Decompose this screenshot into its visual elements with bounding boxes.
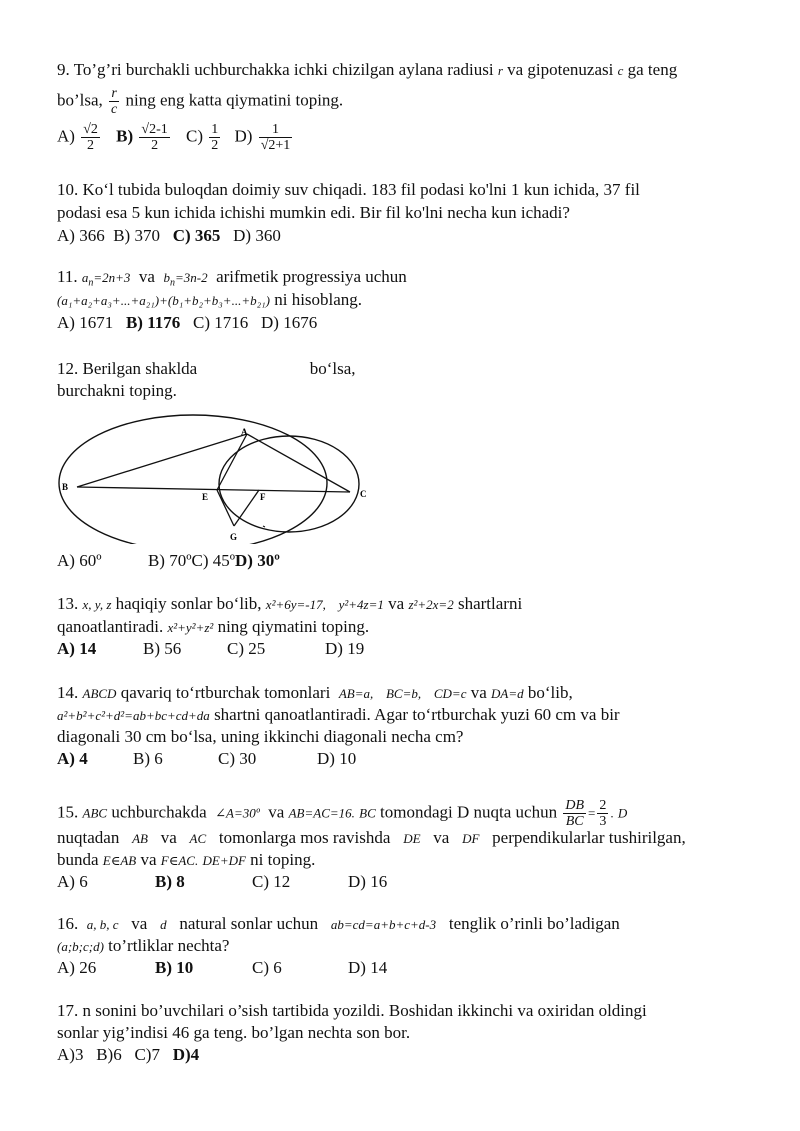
q12-line1 — [57, 359, 356, 379]
q15-f-in-ac: F∈AC. — [160, 853, 199, 868]
q14-va: va — [470, 683, 487, 702]
q10-option-c: C) 365 — [172, 226, 221, 245]
q14-option-d: D) 10 — [317, 749, 357, 768]
q9-c-num: 1 — [211, 122, 219, 137]
q9-d-label: D) — [234, 126, 253, 146]
q13-line1 — [57, 594, 522, 615]
q14-side-bc: BC=b, — [385, 686, 422, 701]
q11-seq-a — [81, 270, 131, 289]
q14-text: shartni qanoatlantiradi. Agar to‘rtburchak yuzi 60 cm va bir — [214, 705, 620, 724]
q14-number: 14. — [57, 683, 79, 702]
q16-equation: ab=cd=a+b+c+d-3 — [330, 917, 437, 932]
q12-option-a: A) 60º — [57, 551, 102, 570]
q17-option-b: B)6 — [96, 1045, 122, 1064]
q17-options — [57, 1045, 199, 1065]
q9-text: 9. To’g’ri burchakli uchburchakka ichki chizilgan aylana radiusi — [57, 60, 494, 79]
q15-text: nuqtadan — [57, 828, 120, 847]
q14-abcd: ABCD — [82, 686, 117, 701]
q14-line1 — [57, 683, 573, 704]
q9-frac-num: r — [109, 86, 119, 102]
q16-tuple: (a;b;c;d) — [57, 939, 104, 954]
q13-option-a: A) 14 — [57, 639, 97, 658]
q12-text: bo‘lsa, — [309, 359, 356, 378]
q13-number: 13. — [57, 594, 79, 613]
q15-frac-den: BC — [565, 814, 584, 829]
q16-line1 — [57, 914, 620, 935]
q13-eq2: y²+4z=1 — [338, 597, 384, 612]
q15-text: perpendikularlar tushirilgan, — [492, 828, 686, 847]
q15-abc: ABC — [82, 805, 108, 821]
q15-frac-num: DB — [565, 798, 584, 813]
q13-va: va — [388, 594, 405, 613]
q15-line2 — [57, 828, 686, 849]
q16-number: 16. — [57, 914, 79, 933]
q13-option-c: C) 25 — [227, 639, 266, 658]
q9-fraction — [109, 86, 119, 117]
q12-tick-mark — [263, 526, 265, 527]
q15-text: ni toping. — [250, 850, 316, 869]
q16-text: natural sonlar uchun — [179, 914, 319, 933]
q15-va: va — [433, 828, 450, 847]
q15-va: va — [268, 802, 285, 822]
q12-line-gf — [234, 490, 259, 526]
q16-text: tenglik o’rinli bo’ladigan — [448, 914, 620, 933]
q14-options — [57, 749, 356, 769]
q15-rhs-num: 2 — [599, 798, 607, 813]
q16-line2 — [57, 936, 229, 957]
q13-expression: x²+y²+z² — [167, 620, 214, 635]
q14-option-b: B) 6 — [133, 749, 163, 768]
q14-equation: a²+b²+c²+d²=ab+bc+cd+da — [57, 708, 210, 723]
q10-options — [57, 226, 281, 246]
q13-line2 — [57, 617, 369, 638]
q15-line1: 15. ABC uchburchakda ∠A=30º va AB=AC=16. BC tomondagi D nuqta uchun $\frac{DB}{BC}$ = $\frac{2}{3}$ . D — [57, 798, 628, 829]
q14-side-da: DA=d — [491, 686, 524, 701]
q9-text-end: ga teng — [627, 60, 678, 79]
q14-text: bo‘lib, — [527, 683, 573, 702]
q15-ratio-left — [563, 798, 586, 829]
q12-option-d: D) 30º — [235, 551, 280, 570]
q13-text: haqiqiy sonlar bo‘lib, — [115, 594, 262, 613]
q9-a-den: 2 — [87, 138, 95, 153]
q11-bn: b — [163, 270, 170, 285]
q9-text-mid: va gipotenuzasi — [507, 60, 614, 79]
q9-a-frac — [81, 122, 100, 153]
q14-side-ab: AB=a, — [338, 686, 374, 701]
q15-angle: ∠A=30º — [215, 805, 260, 821]
q17-option-d: D)4 — [172, 1045, 200, 1064]
q12-option-c: C) 45º — [191, 551, 236, 570]
q15-va: va — [160, 828, 177, 847]
q9-text: bo’lsa, — [57, 90, 103, 110]
q15-option-a: A) 6 — [57, 872, 88, 891]
q13-eq3: z²+2x=2 — [408, 597, 454, 612]
q16-va: va — [131, 914, 148, 933]
q9-option-c — [186, 122, 222, 153]
q9-b-num: √2-1 — [141, 122, 168, 137]
q14-text: qavariq to‘rtburchak tomonlari — [120, 683, 331, 702]
q14-option-a: A) 4 — [57, 749, 88, 768]
q12-line-bc — [77, 487, 350, 492]
q9-option-b — [116, 122, 172, 153]
q15-equality: AB=AC=16. — [288, 805, 355, 821]
q9-c-den: 2 — [211, 138, 219, 153]
q15-e-in-ab: E∈AB — [102, 853, 137, 868]
q15-text: bunda — [57, 850, 99, 869]
q15-text: uchburchakda — [111, 802, 207, 822]
q12-point-e: E — [202, 492, 209, 502]
q16-option-a: A) 26 — [57, 958, 97, 977]
q11-line2 — [57, 290, 362, 311]
q15-text: tomondagi D nuqta uchun — [380, 802, 558, 822]
q13-text: qanoatlantiradi. — [57, 617, 164, 636]
q10-option-b: B) 370 — [113, 226, 160, 245]
q12-text: 12. Berilgan shaklda — [57, 359, 198, 378]
q16-option-b: B) 10 — [155, 958, 194, 977]
q12-option-b: B) 70º — [147, 551, 192, 570]
q9-d-frac — [259, 122, 293, 153]
q13-option-b: B) 56 — [143, 639, 182, 658]
q15-rhs-den: 3 — [599, 814, 607, 829]
q9-frac-den: c — [111, 102, 118, 117]
q16-text: to’rtliklar nechta? — [108, 936, 230, 955]
q13-options — [57, 639, 364, 659]
q14-line3: diagonali 30 cm bo‘lsa, uning ikkinchi diagonali necha cm? — [57, 727, 464, 746]
q12-line-ba — [77, 434, 247, 487]
q15-option-d: D) 16 — [348, 872, 388, 891]
q12-point-f: F — [260, 492, 266, 502]
q12-line-ac — [247, 434, 350, 492]
q11-option-b: B) 1176 — [125, 313, 181, 332]
q15-bc: BC — [359, 805, 376, 821]
q15-ab: AB — [132, 831, 148, 846]
q13-text: ning qiymatini toping. — [217, 617, 370, 636]
q11-seq-b — [163, 270, 208, 289]
q13-option-d: D) 19 — [325, 639, 365, 658]
q12-point-g: G — [230, 532, 238, 542]
q12-line2: burchakni toping. — [57, 381, 177, 400]
q9-option-a — [57, 122, 102, 153]
q9-a-num: √2 — [83, 122, 98, 137]
q9-b-den: 2 — [151, 138, 159, 153]
q9-var-c: c — [617, 63, 624, 78]
q17-line1: 17. n sonini bo’uvchilari o’sish tartibida yozildi. Boshidan ikkinchi va oxiridan oldingi — [57, 1001, 647, 1020]
q9-c-label: C) — [186, 126, 203, 146]
q13-eq1: x²+6y=-17, — [265, 597, 326, 612]
q15-options — [57, 872, 387, 892]
q9-b-label: B) — [116, 126, 134, 146]
q14-option-c: C) 30 — [218, 749, 257, 768]
q15-line3 — [57, 850, 315, 871]
q11-an-sub: n — [88, 277, 94, 289]
q15-va: va — [140, 850, 157, 869]
q11-va: va — [138, 267, 155, 286]
q14-side-cd: CD=c — [433, 686, 467, 701]
q15-ac: AC — [189, 831, 207, 846]
q11-option-c: C) 1716 — [193, 313, 249, 332]
q15-number: 15. — [57, 802, 79, 822]
q11-text: arifmetik progressiya uchun — [216, 267, 407, 286]
q13-vars: x, y, z — [82, 597, 112, 612]
q17-option-c: C)7 — [134, 1045, 160, 1064]
q11-an: a — [81, 270, 89, 285]
q15-de: DE — [403, 831, 421, 846]
q12-point-b: B — [62, 482, 69, 492]
q9-line1 — [57, 60, 677, 81]
q16-options — [57, 958, 387, 978]
q16-vars: a, b, c — [86, 917, 119, 932]
q9-line2 — [57, 86, 343, 117]
q12-options — [57, 551, 280, 571]
q15-ratio-right — [597, 798, 608, 829]
q9-options — [57, 122, 294, 153]
q17-option-a: A)3 — [57, 1045, 84, 1064]
q11-expression: (a₁+a₂+a₃+...+a₂₁)+(b₁+b₂+b₃+...+b₂₁) — [57, 293, 270, 308]
q11-bn-rhs: =3n-2 — [174, 270, 208, 285]
q9-text: ning eng katta qiymatini toping. — [125, 90, 344, 110]
q9-d-num: 1 — [259, 122, 293, 138]
q10-line1: 10. Ko‘l tubida buloqdan doimiy suv chiqadi. 183 fil podasi ko'lni 1 kun ichida, 37 fil — [57, 180, 640, 199]
q13-text: shartlarni — [457, 594, 523, 613]
q14-line2 — [57, 705, 620, 726]
q12-circles-diagram — [57, 408, 377, 544]
q15-point-d: D — [617, 805, 628, 821]
q11-option-a: A) 1671 — [57, 313, 114, 332]
q9-b-frac — [139, 122, 169, 153]
q12-line-eg — [217, 490, 234, 526]
q10-line2: podasi esa 5 kun ichida ichishi mumkin edi. Bir fil ko'lni necha kun ichadi? — [57, 203, 570, 222]
q9-d-den: √2+1 — [260, 138, 291, 153]
q10-option-d: D) 360 — [233, 226, 281, 245]
q17-line2: sonlar yig’indisi 46 ga teng. bo’lgan nechta son bor. — [57, 1023, 411, 1042]
q16-var-d: d — [160, 917, 167, 932]
q11-option-d: D) 1676 — [261, 313, 318, 332]
q16-option-d: D) 14 — [348, 958, 388, 977]
q11-text: ni hisoblang. — [274, 290, 363, 309]
q15-option-c: C) 12 — [252, 872, 291, 891]
q11-options — [57, 313, 317, 333]
q15-sum: DE+DF — [202, 853, 246, 868]
q15-df: DF — [462, 831, 480, 846]
q12-point-a: A — [241, 427, 248, 437]
q15-text: tomonlarga mos ravishda — [218, 828, 391, 847]
q9-var-r: r — [497, 63, 503, 78]
q12-point-c: C — [360, 489, 367, 499]
q11-bn-sub: n — [169, 277, 175, 289]
q11-number: 11. — [57, 267, 78, 286]
q11-an-rhs: =2n+3 — [93, 270, 131, 285]
q15-option-b: B) 8 — [155, 872, 185, 891]
q10-option-a: A) 366 — [57, 226, 105, 245]
q9-c-frac — [209, 122, 220, 153]
q16-option-c: C) 6 — [252, 958, 282, 977]
q9-a-label: A) — [57, 126, 75, 146]
q9-option-d — [235, 122, 295, 153]
